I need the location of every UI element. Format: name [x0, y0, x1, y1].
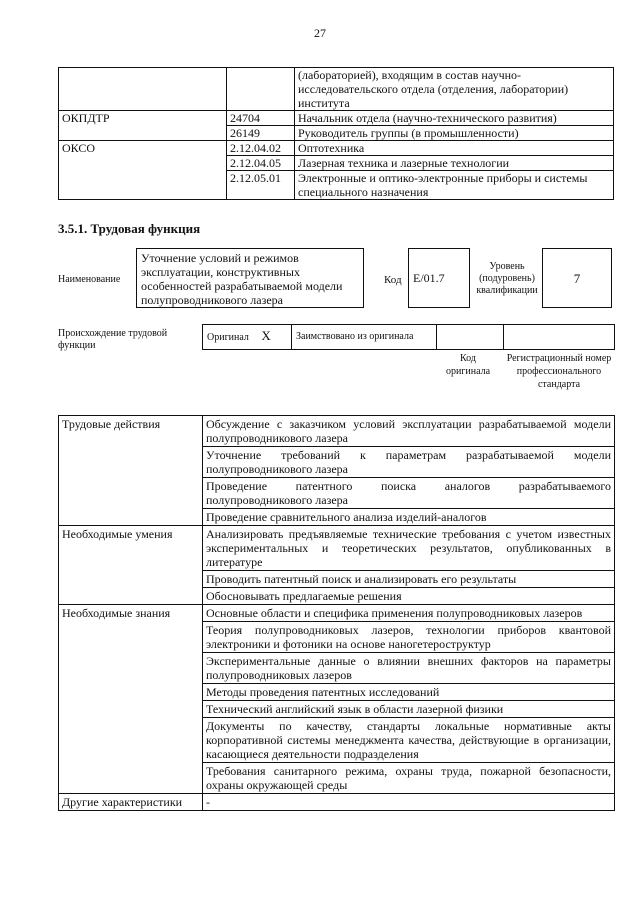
code-cell: 2.12.05.01 — [227, 171, 295, 200]
name-label: Наименование — [58, 274, 121, 285]
other-label: Другие характеристики — [59, 794, 203, 811]
other-value: - — [203, 794, 615, 811]
skill-item: Анализировать предъявляемые технические требования с учетом известных экспериментальных и теоретических результатов, опубликованных в литературе — [203, 526, 615, 571]
code-cell: 26149 — [227, 126, 295, 141]
knowledge-item: Технический английский язык в области лазерной физики — [203, 701, 615, 718]
knowledge-item: Методы проведения патентных исследований — [203, 684, 615, 701]
table-row — [59, 141, 614, 156]
original-label: Оригинал — [207, 332, 249, 343]
knowledge-item: Требования санитарного режима, охраны труда, пожарной безопасности, охраны окружающей среды — [203, 763, 615, 794]
code-label: Код — [384, 274, 402, 286]
original-mark: X — [261, 328, 271, 343]
knowledge-label: Необходимые знания — [59, 605, 203, 794]
table-row — [203, 325, 615, 350]
labor-actions-label: Трудовые действия — [59, 416, 203, 526]
labor-action: Проведение сравнительного анализа изделий-аналогов — [203, 509, 615, 526]
name-cell: Лазерная техника и лазерные технологии — [295, 156, 614, 171]
level-label: Уровень (подуровень) квалификации — [476, 261, 538, 296]
page-number: 27 — [314, 26, 326, 40]
name-cell: Электронные и оптико-электронные приборы и системы специального назначения — [295, 171, 614, 200]
function-code-box: E/01.7 — [408, 248, 470, 308]
table-row — [59, 68, 614, 111]
knowledge-item: Документы по качеству, стандарты локальные нормативные акты корпоративной системы менеджмента качества, действующие в организации, касающиеся деятельности подразделения — [203, 718, 615, 763]
knowledge-item: Основные области и специфика применения полупроводниковых лазеров — [203, 605, 615, 622]
name-cell: (лабораторией), входящим в состав научно-исследовательского отдела (отделения, лаборатории) института — [295, 68, 614, 111]
skill-item: Проводить патентный поиск и анализировать его результаты — [203, 571, 615, 588]
skill-item: Обосновывать предлагаемые решения — [203, 588, 615, 605]
level-box: 7 — [542, 248, 612, 308]
table-row — [59, 111, 614, 126]
original-code-label: Код оригинала — [445, 353, 491, 377]
origin-label: Происхождение трудовой функции — [58, 328, 168, 351]
code-cell — [227, 68, 295, 111]
knowledge-item: Экспериментальные данные о влиянии внешних факторов на параметры полупроводниковых лазеров — [203, 653, 615, 684]
code-cell: 2.12.04.02 — [227, 141, 295, 156]
classification-table — [58, 67, 614, 200]
skills-label: Необходимые умения — [59, 526, 203, 605]
function-name-box: Уточнение условий и режимов эксплуатации, конструктивных особенностей разрабатываемой модели полупроводникового лазера — [136, 248, 364, 308]
group-cell — [59, 68, 227, 111]
table-row — [59, 526, 615, 571]
table-row — [59, 794, 615, 811]
knowledge-item: Теория полупроводниковых лазеров, технологии приборов квантовой электроники и фотоники на основе наногетероструктур — [203, 622, 615, 653]
labor-action: Уточнение требований к параметрам разрабатываемой модели полупроводникового лазера — [203, 447, 615, 478]
reg-number-label: Регистрационный номер профессионального стандарта — [506, 353, 612, 390]
functions-table — [58, 415, 615, 811]
borrowed-cell: Заимствовано из оригинала — [292, 325, 437, 350]
labor-action: Обсуждение с заказчиком условий эксплуатации разрабатываемой модели полупроводникового лазера — [203, 416, 615, 447]
reg-number-cell — [504, 325, 615, 350]
table-row — [59, 416, 615, 447]
code-cell: 24704 — [227, 111, 295, 126]
origin-table — [202, 324, 615, 350]
name-cell: Руководитель группы (в промышленности) — [295, 126, 614, 141]
group-cell-okso: ОКСО — [59, 141, 227, 200]
original-cell — [203, 325, 292, 350]
group-cell-okpdtr: ОКПДТР — [59, 111, 227, 141]
labor-action: Проведение патентного поиска аналогов разрабатываемого полупроводникового лазера — [203, 478, 615, 509]
name-cell: Начальник отдела (научно-технического развития) — [295, 111, 614, 126]
name-cell: Оптотехника — [295, 141, 614, 156]
code-cell: 2.12.04.05 — [227, 156, 295, 171]
section-title: 3.5.1. Трудовая функция — [58, 221, 201, 236]
table-row — [59, 605, 615, 622]
original-code-cell — [437, 325, 504, 350]
